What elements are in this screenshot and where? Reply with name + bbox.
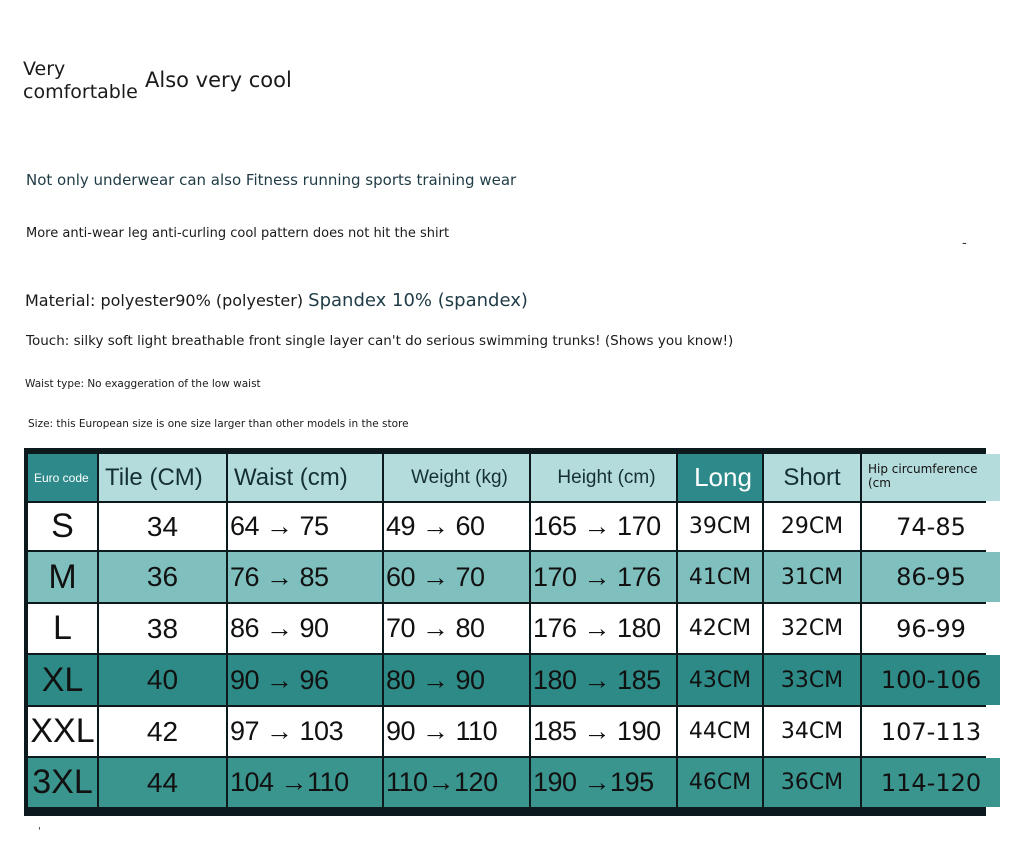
cell-long: 46CM	[678, 758, 762, 807]
cell-short: 32CM	[764, 604, 860, 653]
cell-long: 44CM	[678, 707, 762, 756]
cell-weight: 90 → 110	[384, 707, 529, 756]
tagline-comfortable: Very comfortable	[23, 58, 138, 103]
cell-weight: 110→120	[384, 758, 529, 807]
cell-hip: 100-106	[862, 655, 1000, 705]
cell-size: 3XL	[28, 758, 97, 807]
cell-short: 29CM	[764, 503, 860, 550]
cell-long: 42CM	[678, 604, 762, 653]
cell-height: 185 → 190	[531, 707, 676, 756]
cell-tile: 34	[99, 503, 226, 550]
cell-hip: 86-95	[862, 552, 1000, 602]
material-line	[25, 290, 528, 311]
cell-size: XL	[28, 655, 97, 705]
header-hip: Hip circumference (cm	[862, 454, 1000, 501]
material-polyester: Material: polyester90% (polyester)	[25, 291, 304, 310]
feature-anti-curling: More anti-wear leg anti-curling cool pattern does not hit the shirt	[26, 226, 450, 241]
cell-waist: 90 → 96	[228, 655, 382, 705]
cell-tile: 44	[99, 758, 226, 807]
waist-type-line: Waist type: No exaggeration of the low waist	[25, 378, 261, 390]
touch-line: Touch: silky soft light breathable front single layer can't do serious swimming trunks! (Shows you know!)	[26, 333, 734, 349]
cell-short: 34CM	[764, 707, 860, 756]
header-short: Short	[764, 454, 860, 501]
material-spandex: Spandex 10% (spandex)	[308, 290, 528, 311]
cell-tile: 36	[99, 552, 226, 602]
header-weight: Weight (kg)	[384, 454, 529, 501]
cell-hip: 96-99	[862, 604, 1000, 653]
header-waist: Waist (cm)	[228, 454, 382, 501]
feature-sports-wear: Not only underwear can also Fitness running sports training wear	[26, 171, 517, 189]
cell-long: 43CM	[678, 655, 762, 705]
cell-tile: 42	[99, 707, 226, 756]
header-tile: Tile (CM)	[99, 454, 226, 501]
cell-tile: 40	[99, 655, 226, 705]
cell-height: 170 → 176	[531, 552, 676, 602]
cell-waist: 76 → 85	[228, 552, 382, 602]
cell-hip: 114-120	[862, 758, 1000, 807]
cell-size: L	[28, 604, 97, 653]
cell-waist: 86 → 90	[228, 604, 382, 653]
header-height: Height (cm)	[531, 454, 676, 501]
cell-short: 33CM	[764, 655, 860, 705]
cell-hip: 107-113	[862, 707, 1000, 756]
stray-mark: -	[962, 236, 967, 251]
tagline-cool: Also very cool	[145, 68, 292, 92]
cell-weight: 80 → 90	[384, 655, 529, 705]
size-note-line: Size: this European size is one size larger than other models in the store	[28, 418, 409, 430]
cell-long: 41CM	[678, 552, 762, 602]
cell-short: 31CM	[764, 552, 860, 602]
footer-mark: '	[38, 826, 41, 837]
cell-height: 190 →195	[531, 758, 676, 807]
cell-size: M	[28, 552, 97, 602]
cell-waist: 104 →110	[228, 758, 382, 807]
cell-hip: 74-85	[862, 503, 1000, 550]
cell-height: 180 → 185	[531, 655, 676, 705]
cell-size: S	[28, 503, 97, 550]
cell-short: 36CM	[764, 758, 860, 807]
cell-height: 165 → 170	[531, 503, 676, 550]
header-long: Long	[678, 454, 762, 501]
cell-waist: 97 → 103	[228, 707, 382, 756]
cell-long: 39CM	[678, 503, 762, 550]
cell-size: XXL	[28, 707, 97, 756]
cell-height: 176 → 180	[531, 604, 676, 653]
cell-weight: 70 → 80	[384, 604, 529, 653]
cell-weight: 60 → 70	[384, 552, 529, 602]
cell-weight: 49 → 60	[384, 503, 529, 550]
header-euro-code: Euro code	[28, 454, 97, 501]
cell-tile: 38	[99, 604, 226, 653]
cell-waist: 64 → 75	[228, 503, 382, 550]
size-chart-table	[24, 448, 986, 816]
